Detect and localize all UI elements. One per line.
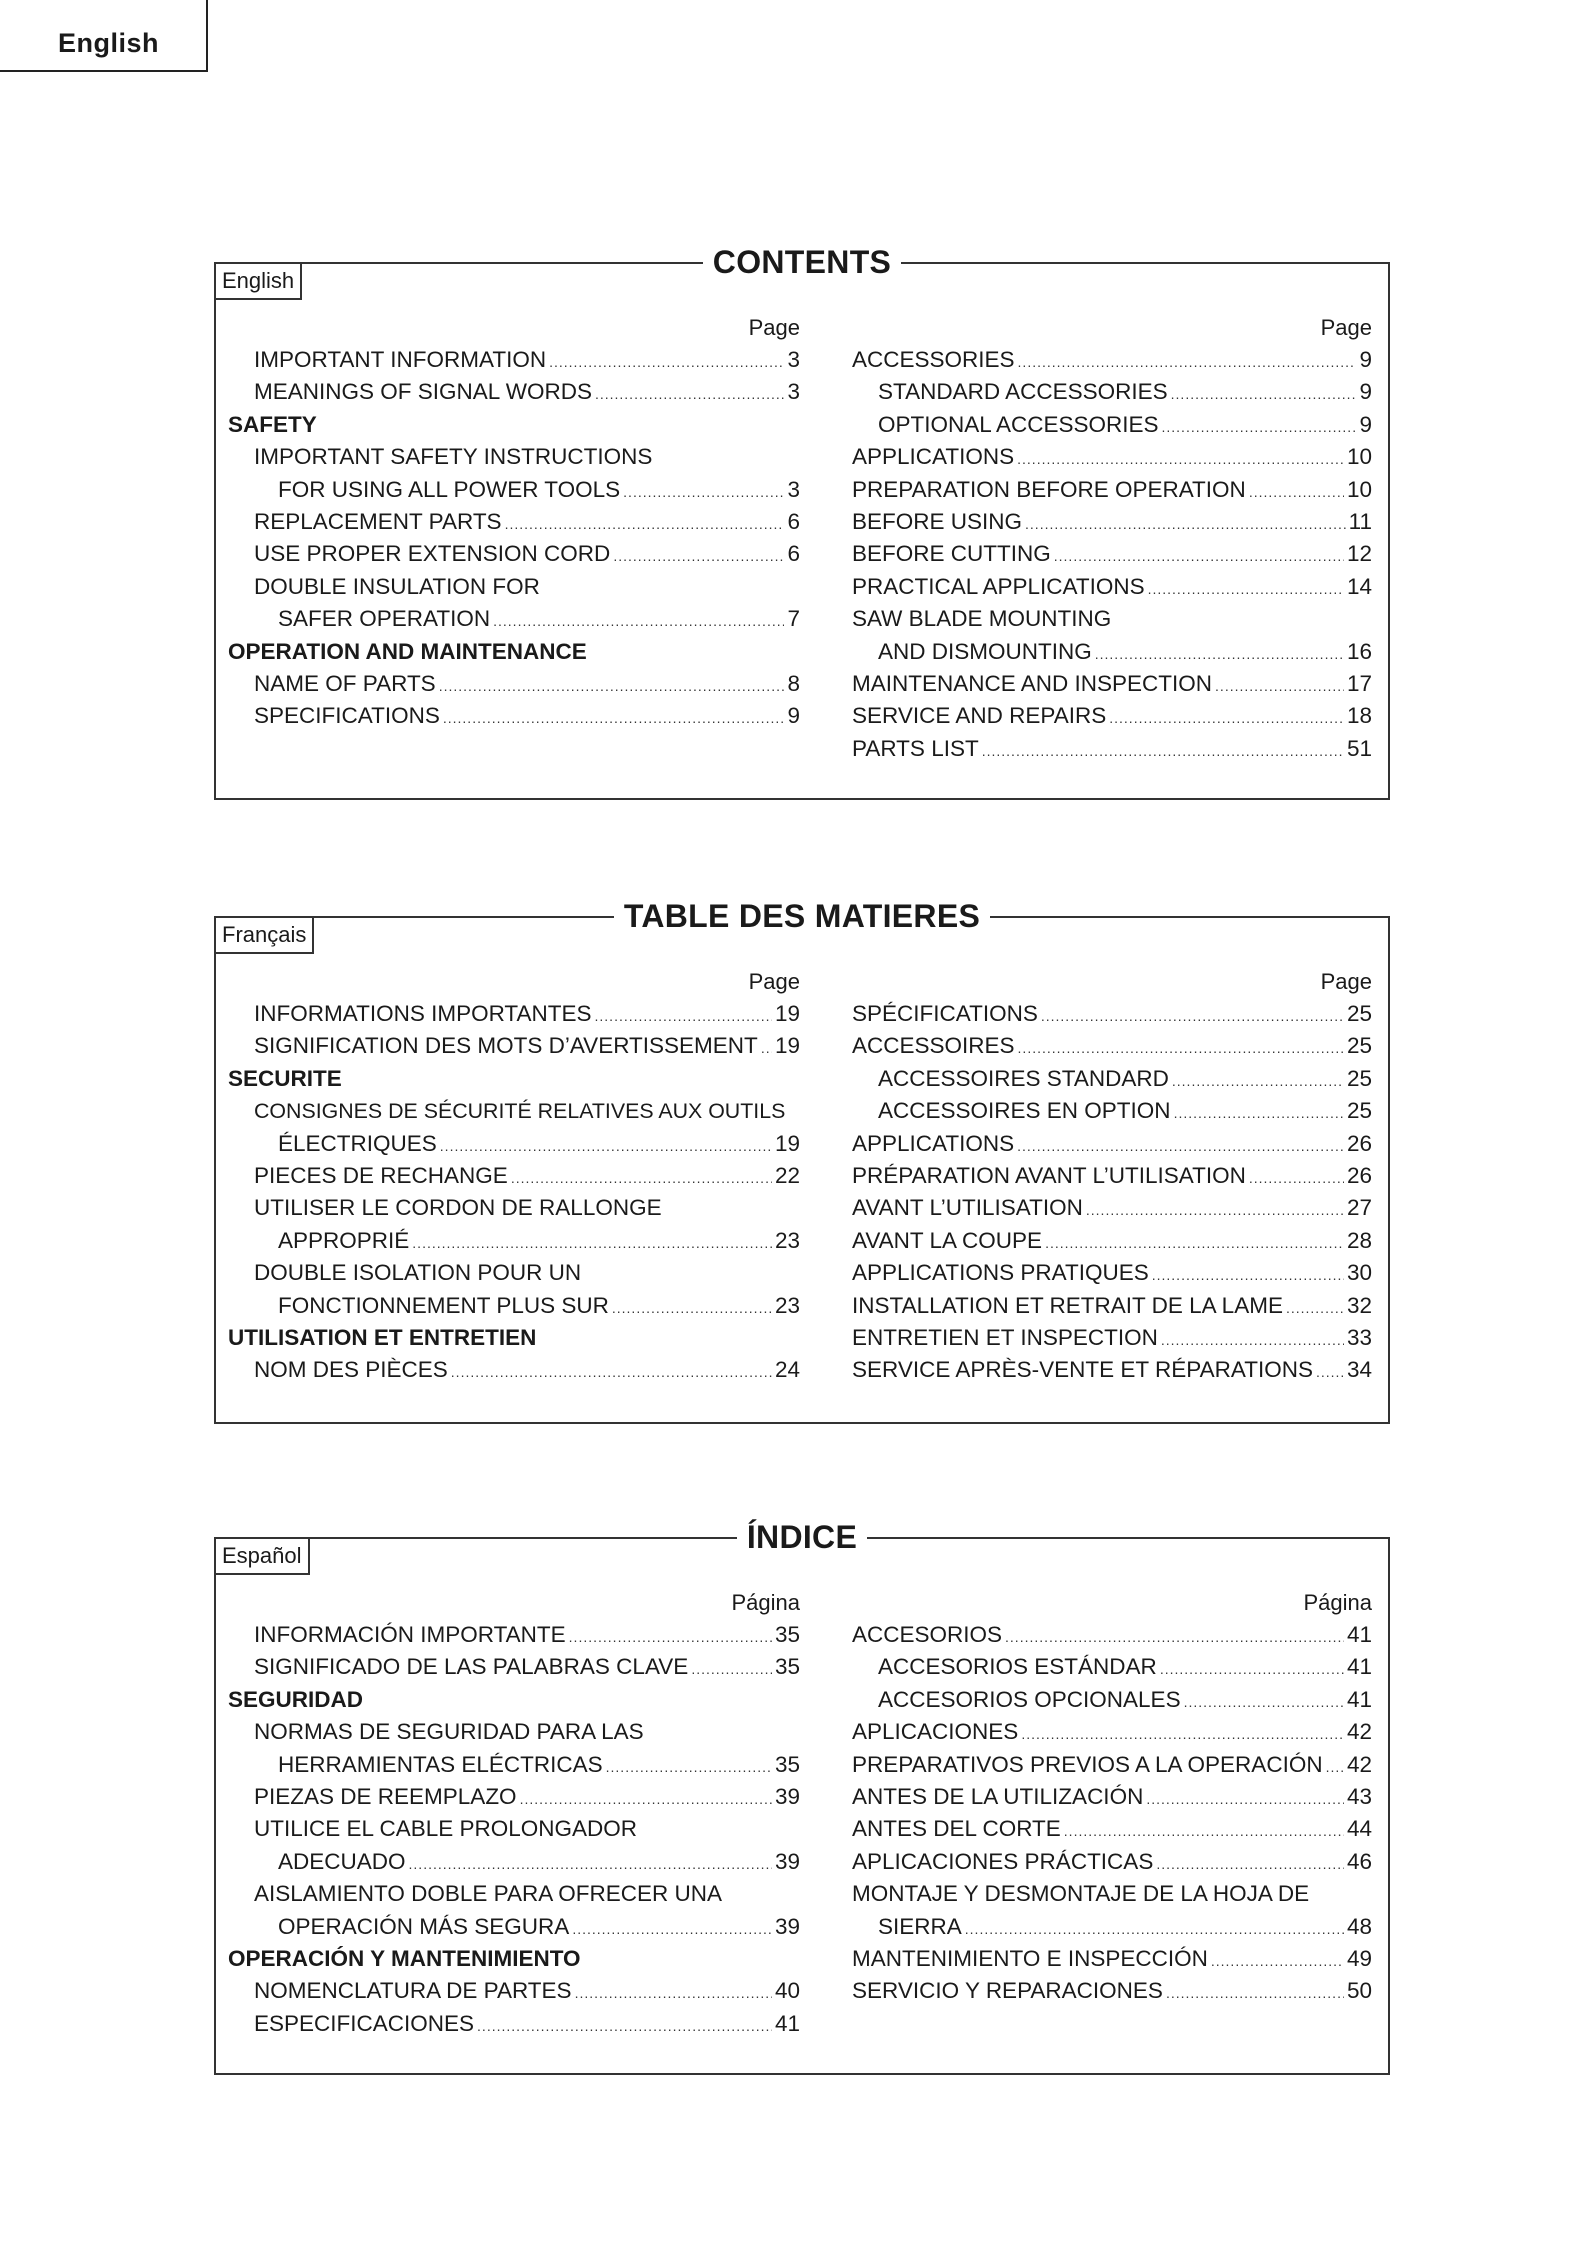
toc-entry (852, 506, 1372, 538)
toc-entry-page: 3 (787, 379, 800, 405)
toc-entry-title: ADECUADO (278, 1848, 406, 1874)
toc-entry-title: ÉLECTRIQUES (278, 1130, 437, 1156)
toc-entry-page: 19 (774, 1130, 800, 1156)
toc-entry-title: OPERACIÓN Y MANTENIMIENTO (228, 1945, 581, 1971)
toc-right-column (852, 966, 1372, 1387)
toc-dot-leader (595, 376, 785, 410)
toc-entry (852, 1975, 1372, 2007)
toc-dot-leader (761, 1030, 772, 1064)
toc-entry-page: 14 (1346, 573, 1372, 599)
toc-entry-page: 41 (1346, 1654, 1372, 1680)
toc-entry-page: 22 (774, 1162, 800, 1188)
toc-entry-page: 41 (774, 2010, 800, 2036)
toc-entry-page: 33 (1346, 1324, 1372, 1350)
toc-entry-page: 32 (1346, 1292, 1372, 1318)
toc-entry (228, 1257, 800, 1289)
toc-entry (852, 409, 1372, 441)
toc-left-column (228, 966, 800, 1387)
toc-entry-page: 3 (787, 347, 800, 372)
toc-entry-title: PREPARATION BEFORE OPERATION (852, 476, 1246, 502)
toc-entry (852, 538, 1372, 570)
toc-entry-title: DOUBLE INSULATION FOR (254, 573, 540, 599)
toc-entry-title: ACCESSOIRES (852, 1033, 1015, 1059)
toc-entry-title: ACCESSOIRES STANDARD (878, 1065, 1169, 1091)
toc-entry (228, 506, 800, 538)
toc-entry (852, 1322, 1372, 1354)
toc-entry-page: 10 (1346, 444, 1372, 470)
toc-entry (852, 441, 1372, 473)
toc-entry (852, 1716, 1372, 1748)
toc-entry-title: MONTAJE Y DESMONTAJE DE LA HOJA DE (852, 1881, 1310, 1907)
toc-entry-title: HERRAMIENTAS ELÉCTRICAS (278, 1751, 603, 1777)
toc-entry-title: BEFORE USING (852, 508, 1023, 534)
toc-entry (852, 1063, 1372, 1095)
toc-left-column (228, 312, 800, 733)
toc-entry-page: 16 (1346, 638, 1372, 664)
toc-entry-title: AND DISMOUNTING (878, 638, 1092, 664)
toc-entry (228, 1878, 800, 1910)
toc-entry-page: 26 (1346, 1130, 1372, 1156)
toc-dot-leader (623, 474, 784, 508)
toc-dot-leader (1146, 1781, 1344, 1815)
toc-entry (852, 1354, 1372, 1386)
toc-entry-title: ENTRETIEN ET INSPECTION (852, 1324, 1158, 1350)
toc-dot-leader (1045, 1225, 1344, 1259)
toc-french (214, 898, 1390, 1424)
toc-dot-leader (1160, 1651, 1344, 1685)
toc-entry-page: 42 (1346, 1751, 1372, 1777)
toc-dot-leader (1054, 538, 1344, 572)
toc-entry (228, 376, 800, 408)
toc-entry-page: 18 (1346, 703, 1372, 729)
toc-right-column (852, 1587, 1372, 2008)
toc-entry-page: 11 (1348, 508, 1372, 534)
toc-dot-leader (1017, 1128, 1344, 1162)
toc-entry-title: AVANT LA COUPE (852, 1227, 1043, 1253)
toc-english (214, 244, 1390, 800)
toc-entry (852, 1651, 1372, 1683)
toc-entry (228, 636, 800, 668)
toc-entry-title: PIECES DE RECHANGE (254, 1162, 508, 1188)
toc-entry-title: NAME OF PARTS (254, 670, 436, 696)
page-column-heading: Page (748, 315, 800, 340)
toc-entry-page: 9 (787, 703, 800, 729)
toc-entry-title: ACCESORIOS (852, 1622, 1003, 1647)
page-language-label: English (58, 28, 160, 58)
toc-language-label: English (216, 264, 302, 300)
toc-entry-page: 25 (1346, 1001, 1372, 1026)
toc-entry (852, 1911, 1372, 1943)
toc-entry (228, 1716, 800, 1748)
toc-entry (852, 1128, 1372, 1160)
toc-entry-title: SAFER OPERATION (278, 606, 491, 632)
toc-dot-leader (1166, 1975, 1344, 2009)
toc-dot-leader (606, 1749, 772, 1783)
toc-entry (228, 1911, 800, 1943)
toc-entry (228, 571, 800, 603)
toc-entry-title: SAFETY (228, 411, 317, 437)
toc-dot-leader (477, 2008, 772, 2042)
toc-entry-page: 9 (1359, 347, 1372, 372)
toc-entry (852, 474, 1372, 506)
toc-entry-title: STANDARD ACCESSORIES (878, 379, 1168, 405)
toc-entry-page: 6 (787, 508, 800, 534)
toc-entry-title: UTILISATION ET ENTRETIEN (228, 1324, 537, 1350)
toc-dot-leader (1018, 344, 1357, 378)
toc-entry-title: IMPORTANT SAFETY INSTRUCTIONS (254, 444, 653, 470)
toc-entry-title: CONSIGNES DE SÉCURITÉ RELATIVES AUX OUTILS (254, 1099, 786, 1124)
toc-entry-page: 23 (774, 1292, 800, 1318)
toc-entry-page: 48 (1346, 1913, 1372, 1939)
toc-entry (228, 2008, 800, 2040)
toc-entry-title: INFORMACIÓN IMPORTANTE (254, 1622, 566, 1647)
toc-entry-title: AISLAMIENTO DOBLE PARA OFRECER UNA (254, 1881, 723, 1907)
toc-dot-leader (1172, 1063, 1344, 1097)
toc-entry-title: INFORMATIONS IMPORTANTES (254, 1001, 592, 1026)
page-column-heading: Page (748, 969, 800, 994)
toc-dot-leader (1162, 409, 1357, 443)
toc-dot-leader (1041, 998, 1344, 1032)
toc-entry-page: 39 (774, 1848, 800, 1874)
toc-dot-leader (443, 700, 785, 734)
toc-entry (228, 1030, 800, 1062)
toc-entry-page: 6 (787, 541, 800, 567)
toc-entry-title: SEGURIDAD (228, 1686, 364, 1712)
toc-entry (852, 1781, 1372, 1813)
toc-entry (852, 1160, 1372, 1192)
toc-entry-title: NOMENCLATURA DE PARTES (254, 1978, 572, 2004)
toc-dot-leader (1148, 571, 1344, 605)
toc-entry (228, 1619, 800, 1651)
toc-entry-title: ACCESSOIRES EN OPTION (878, 1098, 1171, 1124)
toc-entry (228, 1128, 800, 1160)
toc-entry (228, 1651, 800, 1683)
toc-entry-page: 30 (1346, 1260, 1372, 1286)
toc-entry-title: SPÉCIFICATIONS (852, 1001, 1038, 1026)
toc-entry-title: IMPORTANT INFORMATION (254, 347, 547, 372)
toc-dot-leader (965, 1911, 1344, 1945)
toc-language-label: Español (216, 1539, 310, 1575)
toc-entry-page: 8 (787, 670, 800, 696)
toc-dot-leader (1152, 1257, 1344, 1291)
toc-entry-title: ACCESORIOS ESTÁNDAR (878, 1654, 1157, 1680)
toc-dot-leader (1316, 1354, 1344, 1388)
toc-entry-page: 35 (774, 1622, 800, 1647)
toc-dot-leader (1018, 1030, 1344, 1064)
toc-entry (852, 1290, 1372, 1322)
toc-dot-leader (595, 998, 772, 1032)
toc-dot-leader (451, 1354, 772, 1388)
toc-entry (228, 700, 800, 732)
toc-entry-page: 17 (1346, 670, 1372, 696)
toc-entry-page: 35 (774, 1654, 800, 1680)
toc-dot-leader (1286, 1290, 1344, 1324)
toc-entry-title: SECURITE (228, 1065, 342, 1091)
toc-entry-title: BEFORE CUTTING (852, 541, 1051, 567)
toc-left-column (228, 1587, 800, 2040)
toc-entry (228, 1160, 800, 1192)
toc-dot-leader (612, 1290, 772, 1324)
toc-entry (852, 603, 1372, 635)
toc-entry-title: PRÉPARATION AVANT L’UTILISATION (852, 1162, 1246, 1188)
toc-entry (228, 1846, 800, 1878)
toc-entry (228, 1322, 800, 1354)
toc-dot-leader (1215, 668, 1344, 702)
toc-entry (228, 668, 800, 700)
toc-dot-leader (1086, 1192, 1344, 1226)
toc-entry-title: INSTALLATION ET RETRAIT DE LA LAME (852, 1292, 1283, 1318)
toc-dot-leader (1171, 376, 1357, 410)
toc-dot-leader (569, 1619, 772, 1653)
toc-entry-page: 41 (1346, 1622, 1372, 1647)
toc-entry (852, 1813, 1372, 1845)
toc-entry (852, 700, 1372, 732)
toc-entry (228, 1354, 800, 1386)
toc-entry-page: 34 (1346, 1357, 1372, 1383)
toc-title: TABLE DES MATIERES (614, 896, 990, 936)
toc-entry-title: SIERRA (878, 1913, 962, 1939)
toc-entry-page: 9 (1359, 379, 1372, 405)
toc-entry-title: USE PROPER EXTENSION CORD (254, 541, 611, 567)
toc-entry (852, 1943, 1372, 1975)
toc-dot-leader (439, 668, 785, 702)
toc-entry-title: ANTES DE LA UTILIZACIÓN (852, 1783, 1144, 1809)
toc-entry-title: SPECIFICATIONS (254, 703, 440, 729)
toc-dot-leader (1005, 1619, 1344, 1653)
toc-entry-page: 19 (774, 1001, 800, 1026)
toc-entry-title: OPERATION AND MAINTENANCE (228, 638, 587, 664)
toc-right-column (852, 312, 1372, 765)
toc-entry (228, 1749, 800, 1781)
toc-entry-page: 43 (1346, 1783, 1372, 1809)
page-column-heading: Página (731, 1590, 800, 1615)
toc-entry-title: REPLACEMENT PARTS (254, 508, 502, 534)
toc-entry (228, 1290, 800, 1322)
toc-dot-leader (982, 733, 1344, 767)
toc-entry (228, 1192, 800, 1224)
toc-entry-title: PARTS LIST (852, 735, 979, 761)
page-column-heading: Page (1320, 315, 1372, 340)
toc-dot-leader (1174, 1095, 1344, 1129)
toc-entry-page: 23 (774, 1227, 800, 1253)
toc-entry-title: APPROPRIÉ (278, 1227, 410, 1253)
toc-dot-leader (1184, 1684, 1344, 1718)
toc-title: ÍNDICE (737, 1517, 867, 1557)
toc-dot-leader (572, 1911, 772, 1945)
toc-entry-title: AVANT L’UTILISATION (852, 1195, 1083, 1221)
toc-dot-leader (493, 603, 784, 637)
toc-entry-page: 44 (1346, 1816, 1372, 1842)
toc-entry (228, 998, 800, 1030)
toc-entry-page: 3 (787, 476, 800, 502)
toc-entry (852, 1257, 1372, 1289)
toc-entry-page: 10 (1346, 476, 1372, 502)
toc-entry-title: MANTENIMIENTO E INSPECCIÓN (852, 1945, 1208, 1971)
toc-language-label: Français (216, 918, 314, 954)
toc-entry-title: ESPECIFICACIONES (254, 2010, 475, 2036)
toc-entry-title: APPLICATIONS (852, 1130, 1015, 1156)
toc-entry-title: ACCESORIOS OPCIONALES (878, 1686, 1181, 1712)
toc-entry (228, 1781, 800, 1813)
toc-entry-title: OPTIONAL ACCESSORIES (878, 411, 1159, 437)
toc-entry-title: DOUBLE ISOLATION POUR UN (254, 1260, 582, 1286)
page-column-heading: Página (1303, 1590, 1372, 1615)
toc-entry (228, 409, 800, 441)
toc-entry (228, 344, 800, 376)
toc-entry-title: MAINTENANCE AND INSPECTION (852, 670, 1213, 696)
toc-entry-page: 49 (1346, 1945, 1372, 1971)
toc-entry (228, 1225, 800, 1257)
toc-entry-title: UTILICE EL CABLE PROLONGADOR (254, 1816, 638, 1842)
toc-dot-leader (549, 344, 784, 378)
toc-entry-page: 25 (1346, 1065, 1372, 1091)
toc-title: CONTENTS (703, 242, 901, 282)
toc-entry-title: UTILISER LE CORDON DE RALLONGE (254, 1195, 662, 1221)
toc-dot-leader (1249, 1160, 1344, 1194)
toc-dot-leader (1021, 1716, 1344, 1750)
toc-entry-page: 9 (1359, 411, 1372, 437)
toc-entry-title: SAW BLADE MOUNTING (852, 606, 1112, 632)
toc-dot-leader (613, 538, 784, 572)
toc-entry-page: 25 (1346, 1098, 1372, 1124)
toc-entry-page: 39 (774, 1783, 800, 1809)
toc-dot-leader (1025, 506, 1346, 540)
toc-entry (228, 1975, 800, 2007)
toc-entry-title: SERVICE APRÈS-VENTE ET RÉPARATIONS (852, 1357, 1313, 1383)
toc-dot-leader (1211, 1943, 1344, 1977)
toc-entry-title: SIGNIFICADO DE LAS PALABRAS CLAVE (254, 1654, 689, 1680)
toc-entry (852, 1225, 1372, 1257)
toc-entry (852, 1030, 1372, 1062)
toc-entry-title: SERVICIO Y REPARACIONES (852, 1978, 1163, 2004)
toc-entry (852, 376, 1372, 408)
toc-entry-page: 28 (1346, 1227, 1372, 1253)
toc-entry (228, 1684, 800, 1716)
toc-entry-title: PIEZAS DE REEMPLAZO (254, 1783, 517, 1809)
toc-entry (852, 998, 1372, 1030)
toc-entry-title: PRACTICAL APPLICATIONS (852, 573, 1145, 599)
toc-dot-leader (1064, 1813, 1344, 1847)
toc-dot-leader (1326, 1749, 1344, 1783)
toc-entry (852, 1846, 1372, 1878)
toc-entry (852, 1878, 1372, 1910)
toc-dot-leader (1161, 1322, 1344, 1356)
toc-entry-page: 46 (1346, 1848, 1372, 1874)
toc-entry-page: 39 (774, 1913, 800, 1939)
toc-dot-leader (511, 1160, 772, 1194)
toc-dot-leader (412, 1225, 772, 1259)
toc-entry-title: APLICACIONES (852, 1719, 1019, 1745)
toc-entry (228, 441, 800, 473)
toc-entry (228, 1095, 800, 1127)
toc-dot-leader (1017, 441, 1344, 475)
toc-entry-page: 26 (1346, 1162, 1372, 1188)
toc-entry-title: FOR USING ALL POWER TOOLS (278, 476, 621, 502)
toc-entry (852, 1749, 1372, 1781)
toc-entry-title: SIGNIFICATION DES MOTS D’AVERTISSEMENT (254, 1033, 758, 1059)
toc-dot-leader (691, 1651, 772, 1685)
toc-entry-title: NORMAS DE SEGURIDAD PARA LAS (254, 1719, 644, 1745)
page-language-tab (0, 0, 208, 72)
toc-dot-leader (1095, 636, 1344, 670)
toc-entry-page: 27 (1346, 1195, 1372, 1221)
toc-entry-page: 40 (774, 1978, 800, 2004)
toc-entry-title: MEANINGS OF SIGNAL WORDS (254, 379, 592, 405)
toc-dot-leader (575, 1975, 772, 2009)
toc-dot-leader (1109, 700, 1344, 734)
toc-entry (852, 636, 1372, 668)
toc-entry-title: APPLICATIONS (852, 444, 1015, 470)
toc-entry-page: 7 (787, 606, 800, 632)
toc-entry-page: 41 (1346, 1686, 1372, 1712)
toc-entry (852, 1684, 1372, 1716)
toc-entry (228, 474, 800, 506)
toc-entry (228, 1943, 800, 1975)
toc-entry-title: FONCTIONNEMENT PLUS SUR (278, 1292, 609, 1318)
toc-entry (852, 1192, 1372, 1224)
toc-entry (852, 1095, 1372, 1127)
toc-entry (228, 1063, 800, 1095)
toc-entry-title: SERVICE AND REPAIRS (852, 703, 1107, 729)
toc-entry-title: NOM DES PIÈCES (254, 1357, 448, 1383)
toc-entry-title: ANTES DEL CORTE (852, 1816, 1061, 1842)
toc-entry-title: APPLICATIONS PRATIQUES (852, 1260, 1149, 1286)
toc-entry-page: 24 (774, 1357, 800, 1383)
toc-spanish (214, 1519, 1390, 2075)
toc-entry-page: 51 (1346, 735, 1372, 761)
toc-entry (852, 733, 1372, 765)
toc-dot-leader (1156, 1846, 1344, 1880)
toc-dot-leader (505, 506, 785, 540)
toc-entry-page: 50 (1346, 1978, 1372, 2004)
toc-dot-leader (1249, 474, 1344, 508)
toc-entry (852, 1619, 1372, 1651)
toc-entry (852, 571, 1372, 603)
toc-entry (852, 344, 1372, 376)
toc-dot-leader (409, 1846, 772, 1880)
toc-entry-page: 35 (774, 1751, 800, 1777)
toc-entry-title: OPERACIÓN MÁS SEGURA (278, 1913, 570, 1939)
toc-entry-page: 25 (1346, 1033, 1372, 1059)
toc-entry-title: ACCESSORIES (852, 347, 1015, 372)
toc-entry-title: APLICACIONES PRÁCTICAS (852, 1848, 1154, 1874)
toc-entry (228, 538, 800, 570)
page-column-heading: Page (1320, 969, 1372, 994)
toc-entry-page: 19 (774, 1033, 800, 1059)
toc-entry (228, 603, 800, 635)
toc-entry-page: 42 (1346, 1719, 1372, 1745)
toc-entry-page: 12 (1346, 541, 1372, 567)
toc-entry-title: PREPARATIVOS PREVIOS A LA OPERACIÓN (852, 1751, 1323, 1777)
toc-dot-leader (440, 1128, 772, 1162)
toc-entry (228, 1813, 800, 1845)
toc-entry (852, 668, 1372, 700)
toc-dot-leader (520, 1781, 772, 1815)
